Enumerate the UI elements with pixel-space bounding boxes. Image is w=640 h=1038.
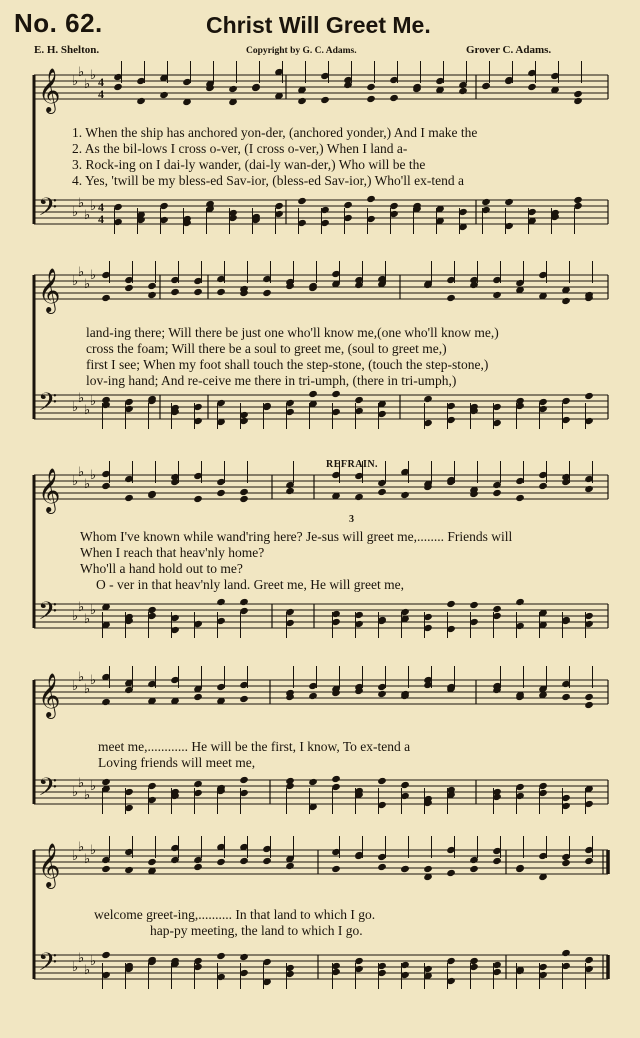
bass-clef-icon: 𝄢 [38,388,58,423]
bass-clef-icon: 𝄢 [38,773,58,808]
notehead [124,284,134,292]
flat-sign-icon: ♭ [84,682,91,697]
flat-sign-icon: ♭ [78,670,85,685]
notehead [377,488,387,496]
notehead [101,294,111,302]
time-signature-top: 4 [98,75,104,89]
lyric-line: land-ing there; Will there be just one who'll know me,(one who'll know me,) [86,325,499,340]
notehead [216,952,226,960]
notehead [561,949,571,957]
notehead [561,693,571,701]
notehead [366,83,376,91]
flat-sign-icon: ♭ [78,465,85,480]
notehead [481,198,491,206]
notehead [193,693,203,701]
notehead [320,96,330,104]
flat-sign-icon: ♭ [90,954,97,969]
bass-clef-icon: 𝄢 [38,193,58,228]
lyricist-credit: E. H. Shelton. [34,44,100,56]
treble-clef-icon: 𝄞 [38,68,61,112]
flat-sign-icon: ♭ [90,394,97,409]
notehead [584,485,594,493]
notehead [377,777,387,785]
notehead [584,701,594,709]
notehead [377,863,387,871]
notehead [216,288,226,296]
notehead [262,289,272,297]
notehead [124,866,134,874]
flat-sign-icon: ♭ [90,68,97,83]
treble-clef-icon: 𝄞 [38,468,61,512]
copyright-notice: Copyright by G. C. Adams. [246,46,357,56]
flat-sign-icon: ♭ [84,277,91,292]
flat-sign-icon: ♭ [90,779,97,794]
flat-sign-icon: ♭ [78,600,85,615]
time-signature-bottom: 4 [98,212,104,226]
lyric-line: When I reach that heav'nly home? [80,545,265,560]
lyric-line: welcome greet-ing,.......... In that land to which I go. [94,907,376,922]
treble-clef-icon: 𝄞 [38,843,61,887]
flat-sign-icon: ♭ [84,477,91,492]
lyric-line: lov-ing hand; And re-ceive me there in tri-umph, (there in tri-umph,) [86,373,457,388]
notehead [147,282,157,290]
notehead [193,863,203,871]
lyric-line: 1. When the ship has anchored yon-der, (anchored yonder,) And I make the [72,125,478,140]
notehead [515,598,525,606]
notehead [423,395,433,403]
notehead [469,865,479,873]
flat-sign-icon: ♭ [72,400,79,415]
lyric-line: hap-py meeting, the land to which I go. [150,923,363,938]
notehead [469,601,479,609]
flat-sign-icon: ♭ [84,403,91,418]
flat-sign-icon: ♭ [78,196,85,211]
notehead [573,196,583,204]
flat-sign-icon: ♭ [72,74,79,89]
notehead [492,489,502,497]
lyric-line: Whom I've known while wand'ring here? Je-sus will greet me,........ Friends will [80,529,513,544]
notehead [584,693,594,701]
hymn-number: No. 62. [14,8,103,38]
notehead [297,97,307,105]
notehead [366,195,376,203]
flat-sign-icon: ♭ [72,960,79,975]
notehead [446,294,456,302]
notehead [538,482,548,490]
flat-sign-icon: ♭ [78,265,85,280]
notehead [216,858,226,866]
notehead [446,869,456,877]
lyric-line: O - ver in that heav'nly land. Greet me, He will greet me, [96,577,404,592]
notehead [308,778,318,786]
notehead [343,201,353,209]
bass-clef-icon: 𝄢 [38,597,58,632]
flat-sign-icon: ♭ [78,951,85,966]
notehead [527,83,537,91]
notehead [504,198,514,206]
notehead [147,858,157,866]
notehead [239,495,249,503]
notehead [193,780,203,788]
flat-sign-icon: ♭ [72,274,79,289]
notehead [400,781,410,789]
notehead [389,94,399,102]
refrain-label: REFRAIN. [326,459,379,470]
notehead [561,297,571,305]
flat-sign-icon: ♭ [90,468,97,483]
time-signature-bottom: 4 [98,87,104,101]
notehead [492,605,502,613]
flat-sign-icon: ♭ [84,612,91,627]
notehead [308,390,318,398]
flat-sign-icon: ♭ [78,776,85,791]
hymn-title: Christ Will Greet Me. [206,12,431,38]
notehead [285,862,295,870]
notehead [400,491,410,499]
notehead [159,91,169,99]
notehead [331,865,341,873]
treble-clef-icon: 𝄞 [38,268,61,312]
flat-sign-icon: ♭ [84,208,91,223]
notehead [101,778,111,786]
lyric-line: cross the foam; Will there be a soul to greet me, (soul to greet me,) [86,341,447,356]
lyric-line: first I see; When my foot shall touch the step-stone, (touch the step-stone,) [86,357,489,372]
lyric-line: Who'll a hand hold out to me? [80,561,243,576]
notehead [584,956,594,964]
notehead [101,951,111,959]
notehead [239,598,249,606]
notehead [573,97,583,105]
flat-sign-icon: ♭ [84,77,91,92]
flat-sign-icon: ♭ [72,205,79,220]
flat-sign-icon: ♭ [72,849,79,864]
notehead [124,494,134,502]
notehead [308,692,318,700]
notehead [239,776,249,784]
flat-sign-icon: ♭ [72,474,79,489]
flat-sign-icon: ♭ [72,609,79,624]
notehead [573,90,583,98]
notehead [136,97,146,105]
flat-sign-icon: ♭ [72,785,79,800]
flat-sign-icon: ♭ [84,788,91,803]
notehead [193,495,203,503]
notehead [492,291,502,299]
notehead [297,197,307,205]
notehead [492,857,502,865]
notehead [400,865,410,873]
notehead [101,698,111,706]
notehead [113,83,123,91]
notehead [584,392,594,400]
flat-sign-icon: ♭ [90,603,97,618]
notehead [481,82,491,90]
flat-sign-icon: ♭ [78,65,85,80]
notehead [366,95,376,103]
lyric-line: Loving friends will meet me, [98,755,256,770]
triplet-mark: 3 [349,514,354,525]
notehead [228,85,238,93]
flat-sign-icon: ♭ [84,852,91,867]
notehead [331,390,341,398]
flat-sign-icon: ♭ [90,268,97,283]
notehead [239,857,249,865]
time-signature-top: 4 [98,200,104,214]
notehead [515,494,525,502]
notehead [377,690,387,698]
notehead [423,865,433,873]
lyric-line: 2. As the bil-lows I cross o-ver, (I cross o-ver,) When I land a- [72,141,408,156]
flat-sign-icon: ♭ [78,840,85,855]
composer-credit: Grover C. Adams. [466,44,552,56]
notehead [170,288,180,296]
flat-sign-icon: ♭ [78,391,85,406]
notehead [101,482,111,490]
notehead [584,857,594,865]
flat-sign-icon: ♭ [90,199,97,214]
notehead [239,488,249,496]
notehead [354,396,364,404]
bass-clef-icon: 𝄢 [38,948,58,983]
notehead [331,775,341,783]
notehead [147,291,157,299]
flat-sign-icon: ♭ [90,673,97,688]
flat-sign-icon: ♭ [84,963,91,978]
notehead [101,865,111,873]
flat-sign-icon: ♭ [90,843,97,858]
lyric-line: 3. Rock-ing on I dai-ly wander, (dai-ly wan-der,) Who will be the [72,157,426,172]
lyric-line: meet me,............ He will be the first, I know, To ex-tend a [98,739,411,754]
notehead [216,598,226,606]
notehead [216,489,226,497]
flat-sign-icon: ♭ [72,679,79,694]
lyric-line: 4. Yes, 'twill be my bless-ed Sav-ior, (bless-ed Sav-ior,) Who'll ex-tend a [72,173,464,188]
notehead [239,695,249,703]
treble-clef-icon: 𝄞 [38,673,61,717]
notehead [446,600,456,608]
notehead [239,953,249,961]
notehead [354,493,364,501]
notehead [193,288,203,296]
notehead [262,857,272,865]
